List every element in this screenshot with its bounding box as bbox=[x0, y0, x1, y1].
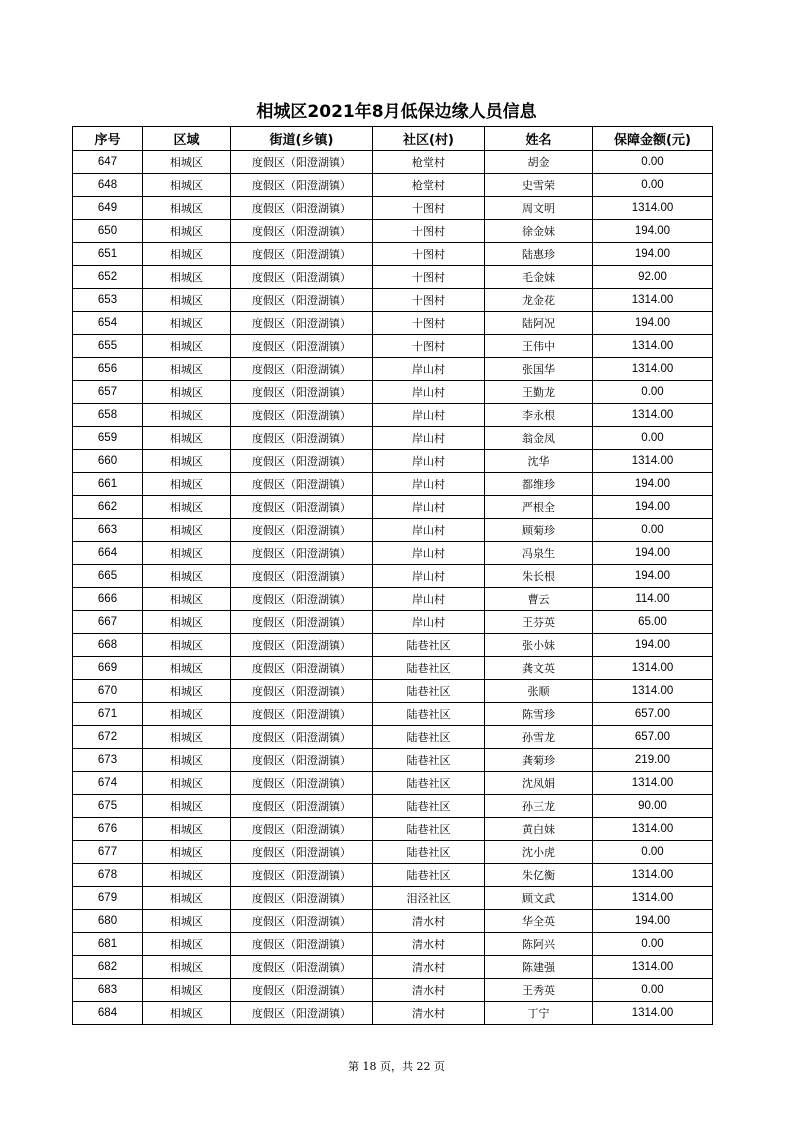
name-cell: 史雪荣 bbox=[485, 174, 593, 197]
serial-number-cell: 682 bbox=[73, 956, 143, 979]
serial-number-cell: 659 bbox=[73, 427, 143, 450]
name-cell: 翁金凤 bbox=[485, 427, 593, 450]
table-row bbox=[73, 703, 713, 726]
subsidy-amount-cell: 194.00 bbox=[593, 565, 713, 588]
name-cell: 张小妹 bbox=[485, 634, 593, 657]
street-town-cell: 度假区（阳澄湖镇） bbox=[231, 887, 373, 910]
serial-number-cell: 680 bbox=[73, 910, 143, 933]
district-cell: 相城区 bbox=[143, 772, 231, 795]
serial-number-cell: 676 bbox=[73, 818, 143, 841]
column-header-street-town: 街道(乡镇) bbox=[231, 127, 373, 151]
serial-number-cell: 648 bbox=[73, 174, 143, 197]
subsidy-amount-cell: 1314.00 bbox=[593, 335, 713, 358]
subsidy-amount-cell: 1314.00 bbox=[593, 956, 713, 979]
district-cell: 相城区 bbox=[143, 542, 231, 565]
subsidy-amount-cell: 1314.00 bbox=[593, 1002, 713, 1025]
district-cell: 相城区 bbox=[143, 910, 231, 933]
district-cell: 相城区 bbox=[143, 519, 231, 542]
subsidy-amount-cell: 194.00 bbox=[593, 542, 713, 565]
table-row bbox=[73, 611, 713, 634]
column-header-name: 姓名 bbox=[485, 127, 593, 151]
name-cell: 沈凤娟 bbox=[485, 772, 593, 795]
subsidy-amount-cell: 1314.00 bbox=[593, 657, 713, 680]
subsidy-amount-cell: 194.00 bbox=[593, 910, 713, 933]
serial-number-cell: 650 bbox=[73, 220, 143, 243]
street-town-cell: 度假区（阳澄湖镇） bbox=[231, 220, 373, 243]
subsidy-amount-cell: 194.00 bbox=[593, 243, 713, 266]
table-row bbox=[73, 427, 713, 450]
district-cell: 相城区 bbox=[143, 427, 231, 450]
community-village-cell: 岸山村 bbox=[373, 542, 485, 565]
name-cell: 黄白妹 bbox=[485, 818, 593, 841]
table-row bbox=[73, 335, 713, 358]
district-cell: 相城区 bbox=[143, 657, 231, 680]
street-town-cell: 度假区（阳澄湖镇） bbox=[231, 174, 373, 197]
community-village-cell: 十图村 bbox=[373, 289, 485, 312]
street-town-cell: 度假区（阳澄湖镇） bbox=[231, 565, 373, 588]
street-town-cell: 度假区（阳澄湖镇） bbox=[231, 818, 373, 841]
serial-number-cell: 654 bbox=[73, 312, 143, 335]
serial-number-cell: 653 bbox=[73, 289, 143, 312]
community-village-cell: 十图村 bbox=[373, 243, 485, 266]
subsidy-amount-cell: 219.00 bbox=[593, 749, 713, 772]
street-town-cell: 度假区（阳澄湖镇） bbox=[231, 611, 373, 634]
subsidy-amount-cell: 92.00 bbox=[593, 266, 713, 289]
name-cell: 华全英 bbox=[485, 910, 593, 933]
subsidy-amount-cell: 114.00 bbox=[593, 588, 713, 611]
table-row bbox=[73, 749, 713, 772]
serial-number-cell: 678 bbox=[73, 864, 143, 887]
street-town-cell: 度假区（阳澄湖镇） bbox=[231, 1002, 373, 1025]
district-cell: 相城区 bbox=[143, 933, 231, 956]
street-town-cell: 度假区（阳澄湖镇） bbox=[231, 588, 373, 611]
subsidy-amount-cell: 1314.00 bbox=[593, 197, 713, 220]
name-cell: 龙金花 bbox=[485, 289, 593, 312]
subsidy-amount-cell: 1314.00 bbox=[593, 864, 713, 887]
subsidy-amount-cell: 1314.00 bbox=[593, 818, 713, 841]
serial-number-cell: 651 bbox=[73, 243, 143, 266]
district-cell: 相城区 bbox=[143, 726, 231, 749]
subsidy-amount-cell: 657.00 bbox=[593, 703, 713, 726]
name-cell: 王秀英 bbox=[485, 979, 593, 1002]
name-cell: 都维珍 bbox=[485, 473, 593, 496]
street-town-cell: 度假区（阳澄湖镇） bbox=[231, 312, 373, 335]
table-header-row bbox=[73, 127, 713, 151]
name-cell: 陆阿况 bbox=[485, 312, 593, 335]
street-town-cell: 度假区（阳澄湖镇） bbox=[231, 427, 373, 450]
street-town-cell: 度假区（阳澄湖镇） bbox=[231, 335, 373, 358]
low-income-edge-roster-table bbox=[72, 126, 713, 1025]
district-cell: 相城区 bbox=[143, 680, 231, 703]
street-town-cell: 度假区（阳澄湖镇） bbox=[231, 956, 373, 979]
name-cell: 冯泉生 bbox=[485, 542, 593, 565]
table-row bbox=[73, 197, 713, 220]
table-row bbox=[73, 864, 713, 887]
table-row bbox=[73, 266, 713, 289]
table-row bbox=[73, 450, 713, 473]
serial-number-cell: 661 bbox=[73, 473, 143, 496]
district-cell: 相城区 bbox=[143, 1002, 231, 1025]
table-row bbox=[73, 358, 713, 381]
community-village-cell: 岸山村 bbox=[373, 611, 485, 634]
serial-number-cell: 671 bbox=[73, 703, 143, 726]
street-town-cell: 度假区（阳澄湖镇） bbox=[231, 657, 373, 680]
name-cell: 龚菊珍 bbox=[485, 749, 593, 772]
table-row bbox=[73, 634, 713, 657]
serial-number-cell: 683 bbox=[73, 979, 143, 1002]
street-town-cell: 度假区（阳澄湖镇） bbox=[231, 841, 373, 864]
name-cell: 陆惠珍 bbox=[485, 243, 593, 266]
serial-number-cell: 677 bbox=[73, 841, 143, 864]
community-village-cell: 岸山村 bbox=[373, 358, 485, 381]
district-cell: 相城区 bbox=[143, 312, 231, 335]
community-village-cell: 陆巷社区 bbox=[373, 680, 485, 703]
community-village-cell: 陆巷社区 bbox=[373, 818, 485, 841]
name-cell: 龚文英 bbox=[485, 657, 593, 680]
serial-number-cell: 649 bbox=[73, 197, 143, 220]
table-row bbox=[73, 841, 713, 864]
table-row bbox=[73, 220, 713, 243]
name-cell: 严根全 bbox=[485, 496, 593, 519]
community-village-cell: 十图村 bbox=[373, 197, 485, 220]
name-cell: 胡金 bbox=[485, 151, 593, 174]
table-row bbox=[73, 473, 713, 496]
district-cell: 相城区 bbox=[143, 611, 231, 634]
serial-number-cell: 684 bbox=[73, 1002, 143, 1025]
serial-number-cell: 656 bbox=[73, 358, 143, 381]
name-cell: 顾文武 bbox=[485, 887, 593, 910]
column-header-serial-number: 序号 bbox=[73, 127, 143, 151]
community-village-cell: 岸山村 bbox=[373, 588, 485, 611]
subsidy-amount-cell: 0.00 bbox=[593, 841, 713, 864]
street-town-cell: 度假区（阳澄湖镇） bbox=[231, 979, 373, 1002]
street-town-cell: 度假区（阳澄湖镇） bbox=[231, 680, 373, 703]
serial-number-cell: 667 bbox=[73, 611, 143, 634]
table-row bbox=[73, 542, 713, 565]
subsidy-amount-cell: 1314.00 bbox=[593, 887, 713, 910]
community-village-cell: 岸山村 bbox=[373, 519, 485, 542]
district-cell: 相城区 bbox=[143, 335, 231, 358]
community-village-cell: 枪堂村 bbox=[373, 174, 485, 197]
serial-number-cell: 655 bbox=[73, 335, 143, 358]
serial-number-cell: 673 bbox=[73, 749, 143, 772]
subsidy-amount-cell: 194.00 bbox=[593, 473, 713, 496]
subsidy-amount-cell: 1314.00 bbox=[593, 772, 713, 795]
subsidy-amount-cell: 90.00 bbox=[593, 795, 713, 818]
table-row bbox=[73, 680, 713, 703]
name-cell: 王伟中 bbox=[485, 335, 593, 358]
street-town-cell: 度假区（阳澄湖镇） bbox=[231, 703, 373, 726]
district-cell: 相城区 bbox=[143, 749, 231, 772]
community-village-cell: 岸山村 bbox=[373, 496, 485, 519]
district-cell: 相城区 bbox=[143, 841, 231, 864]
community-village-cell: 陆巷社区 bbox=[373, 726, 485, 749]
community-village-cell: 十图村 bbox=[373, 335, 485, 358]
community-village-cell: 岸山村 bbox=[373, 404, 485, 427]
name-cell: 李永根 bbox=[485, 404, 593, 427]
community-village-cell: 岸山村 bbox=[373, 565, 485, 588]
street-town-cell: 度假区（阳澄湖镇） bbox=[231, 864, 373, 887]
name-cell: 沈华 bbox=[485, 450, 593, 473]
name-cell: 朱亿衡 bbox=[485, 864, 593, 887]
district-cell: 相城区 bbox=[143, 220, 231, 243]
subsidy-amount-cell: 1314.00 bbox=[593, 680, 713, 703]
community-village-cell: 陆巷社区 bbox=[373, 864, 485, 887]
table-row bbox=[73, 174, 713, 197]
serial-number-cell: 668 bbox=[73, 634, 143, 657]
table-row bbox=[73, 151, 713, 174]
street-town-cell: 度假区（阳澄湖镇） bbox=[231, 151, 373, 174]
name-cell: 周文明 bbox=[485, 197, 593, 220]
subsidy-amount-cell: 0.00 bbox=[593, 979, 713, 1002]
community-village-cell: 陆巷社区 bbox=[373, 749, 485, 772]
table-row bbox=[73, 289, 713, 312]
name-cell: 徐金妹 bbox=[485, 220, 593, 243]
table-row bbox=[73, 312, 713, 335]
table-row bbox=[73, 910, 713, 933]
district-cell: 相城区 bbox=[143, 956, 231, 979]
table-row bbox=[73, 818, 713, 841]
community-village-cell: 清水村 bbox=[373, 956, 485, 979]
serial-number-cell: 657 bbox=[73, 381, 143, 404]
serial-number-cell: 681 bbox=[73, 933, 143, 956]
serial-number-cell: 675 bbox=[73, 795, 143, 818]
serial-number-cell: 662 bbox=[73, 496, 143, 519]
name-cell: 陈阿兴 bbox=[485, 933, 593, 956]
street-town-cell: 度假区（阳澄湖镇） bbox=[231, 404, 373, 427]
name-cell: 陈建强 bbox=[485, 956, 593, 979]
name-cell: 曹云 bbox=[485, 588, 593, 611]
table-body bbox=[73, 151, 713, 1025]
name-cell: 张顺 bbox=[485, 680, 593, 703]
community-village-cell: 清水村 bbox=[373, 1002, 485, 1025]
community-village-cell: 泪泾社区 bbox=[373, 887, 485, 910]
subsidy-amount-cell: 0.00 bbox=[593, 427, 713, 450]
district-cell: 相城区 bbox=[143, 404, 231, 427]
street-town-cell: 度假区（阳澄湖镇） bbox=[231, 772, 373, 795]
district-cell: 相城区 bbox=[143, 979, 231, 1002]
street-town-cell: 度假区（阳澄湖镇） bbox=[231, 289, 373, 312]
district-cell: 相城区 bbox=[143, 289, 231, 312]
community-village-cell: 陆巷社区 bbox=[373, 841, 485, 864]
street-town-cell: 度假区（阳澄湖镇） bbox=[231, 933, 373, 956]
community-village-cell: 清水村 bbox=[373, 933, 485, 956]
street-town-cell: 度假区（阳澄湖镇） bbox=[231, 749, 373, 772]
table-row bbox=[73, 887, 713, 910]
street-town-cell: 度假区（阳澄湖镇） bbox=[231, 726, 373, 749]
serial-number-cell: 664 bbox=[73, 542, 143, 565]
table-row bbox=[73, 726, 713, 749]
name-cell: 张国华 bbox=[485, 358, 593, 381]
street-town-cell: 度假区（阳澄湖镇） bbox=[231, 910, 373, 933]
district-cell: 相城区 bbox=[143, 887, 231, 910]
district-cell: 相城区 bbox=[143, 243, 231, 266]
serial-number-cell: 672 bbox=[73, 726, 143, 749]
serial-number-cell: 674 bbox=[73, 772, 143, 795]
serial-number-cell: 669 bbox=[73, 657, 143, 680]
table-row bbox=[73, 772, 713, 795]
subsidy-amount-cell: 1314.00 bbox=[593, 404, 713, 427]
street-town-cell: 度假区（阳澄湖镇） bbox=[231, 795, 373, 818]
name-cell: 沈小虎 bbox=[485, 841, 593, 864]
subsidy-amount-cell: 0.00 bbox=[593, 174, 713, 197]
district-cell: 相城区 bbox=[143, 473, 231, 496]
name-cell: 孙雪龙 bbox=[485, 726, 593, 749]
street-town-cell: 度假区（阳澄湖镇） bbox=[231, 542, 373, 565]
district-cell: 相城区 bbox=[143, 197, 231, 220]
table-row bbox=[73, 519, 713, 542]
district-cell: 相城区 bbox=[143, 358, 231, 381]
serial-number-cell: 663 bbox=[73, 519, 143, 542]
serial-number-cell: 666 bbox=[73, 588, 143, 611]
name-cell: 毛金妹 bbox=[485, 266, 593, 289]
community-village-cell: 陆巷社区 bbox=[373, 634, 485, 657]
serial-number-cell: 647 bbox=[73, 151, 143, 174]
subsidy-amount-cell: 0.00 bbox=[593, 381, 713, 404]
community-village-cell: 陆巷社区 bbox=[373, 657, 485, 680]
table-row bbox=[73, 657, 713, 680]
district-cell: 相城区 bbox=[143, 634, 231, 657]
table-row bbox=[73, 381, 713, 404]
name-cell: 顾菊珍 bbox=[485, 519, 593, 542]
subsidy-amount-cell: 657.00 bbox=[593, 726, 713, 749]
street-town-cell: 度假区（阳澄湖镇） bbox=[231, 381, 373, 404]
table-row bbox=[73, 933, 713, 956]
table-row bbox=[73, 404, 713, 427]
district-cell: 相城区 bbox=[143, 496, 231, 519]
community-village-cell: 陆巷社区 bbox=[373, 703, 485, 726]
table-row bbox=[73, 565, 713, 588]
district-cell: 相城区 bbox=[143, 703, 231, 726]
subsidy-amount-cell: 0.00 bbox=[593, 151, 713, 174]
table-row bbox=[73, 243, 713, 266]
district-cell: 相城区 bbox=[143, 588, 231, 611]
table-row bbox=[73, 588, 713, 611]
community-village-cell: 十图村 bbox=[373, 266, 485, 289]
district-cell: 相城区 bbox=[143, 818, 231, 841]
subsidy-amount-cell: 1314.00 bbox=[593, 450, 713, 473]
column-header-subsidy-amount: 保障金额(元) bbox=[593, 127, 713, 151]
table-row bbox=[73, 1002, 713, 1025]
street-town-cell: 度假区（阳澄湖镇） bbox=[231, 496, 373, 519]
community-village-cell: 清水村 bbox=[373, 910, 485, 933]
name-cell: 朱长根 bbox=[485, 565, 593, 588]
district-cell: 相城区 bbox=[143, 174, 231, 197]
district-cell: 相城区 bbox=[143, 450, 231, 473]
page-number-footer: 第 18 页，共 22 页 bbox=[348, 1060, 445, 1073]
district-cell: 相城区 bbox=[143, 151, 231, 174]
street-town-cell: 度假区（阳澄湖镇） bbox=[231, 197, 373, 220]
street-town-cell: 度假区（阳澄湖镇） bbox=[231, 634, 373, 657]
community-village-cell: 陆巷社区 bbox=[373, 795, 485, 818]
serial-number-cell: 679 bbox=[73, 887, 143, 910]
community-village-cell: 岸山村 bbox=[373, 427, 485, 450]
community-village-cell: 十图村 bbox=[373, 220, 485, 243]
serial-number-cell: 658 bbox=[73, 404, 143, 427]
document-title: 相城区2021年8月低保边缘人员信息 bbox=[256, 102, 537, 122]
community-village-cell: 岸山村 bbox=[373, 473, 485, 496]
district-cell: 相城区 bbox=[143, 795, 231, 818]
district-cell: 相城区 bbox=[143, 565, 231, 588]
serial-number-cell: 660 bbox=[73, 450, 143, 473]
district-cell: 相城区 bbox=[143, 266, 231, 289]
column-header-district: 区域 bbox=[143, 127, 231, 151]
subsidy-amount-cell: 194.00 bbox=[593, 220, 713, 243]
table-row bbox=[73, 956, 713, 979]
community-village-cell: 十图村 bbox=[373, 312, 485, 335]
street-town-cell: 度假区（阳澄湖镇） bbox=[231, 450, 373, 473]
table-row bbox=[73, 979, 713, 1002]
street-town-cell: 度假区（阳澄湖镇） bbox=[231, 266, 373, 289]
subsidy-amount-cell: 194.00 bbox=[593, 634, 713, 657]
community-village-cell: 岸山村 bbox=[373, 381, 485, 404]
serial-number-cell: 670 bbox=[73, 680, 143, 703]
name-cell: 孙三龙 bbox=[485, 795, 593, 818]
district-cell: 相城区 bbox=[143, 381, 231, 404]
subsidy-amount-cell: 1314.00 bbox=[593, 289, 713, 312]
street-town-cell: 度假区（阳澄湖镇） bbox=[231, 243, 373, 266]
column-header-community-village: 社区(村) bbox=[373, 127, 485, 151]
table-row bbox=[73, 795, 713, 818]
subsidy-amount-cell: 194.00 bbox=[593, 496, 713, 519]
street-town-cell: 度假区（阳澄湖镇） bbox=[231, 473, 373, 496]
subsidy-amount-cell: 194.00 bbox=[593, 312, 713, 335]
community-village-cell: 枪堂村 bbox=[373, 151, 485, 174]
name-cell: 丁宁 bbox=[485, 1002, 593, 1025]
serial-number-cell: 665 bbox=[73, 565, 143, 588]
name-cell: 王芬英 bbox=[485, 611, 593, 634]
community-village-cell: 陆巷社区 bbox=[373, 772, 485, 795]
community-village-cell: 岸山村 bbox=[373, 450, 485, 473]
serial-number-cell: 652 bbox=[73, 266, 143, 289]
subsidy-amount-cell: 0.00 bbox=[593, 519, 713, 542]
district-cell: 相城区 bbox=[143, 864, 231, 887]
subsidy-amount-cell: 65.00 bbox=[593, 611, 713, 634]
name-cell: 陈雪珍 bbox=[485, 703, 593, 726]
subsidy-amount-cell: 0.00 bbox=[593, 933, 713, 956]
community-village-cell: 清水村 bbox=[373, 979, 485, 1002]
subsidy-amount-cell: 1314.00 bbox=[593, 358, 713, 381]
street-town-cell: 度假区（阳澄湖镇） bbox=[231, 358, 373, 381]
table-row bbox=[73, 496, 713, 519]
street-town-cell: 度假区（阳澄湖镇） bbox=[231, 519, 373, 542]
name-cell: 王勤龙 bbox=[485, 381, 593, 404]
